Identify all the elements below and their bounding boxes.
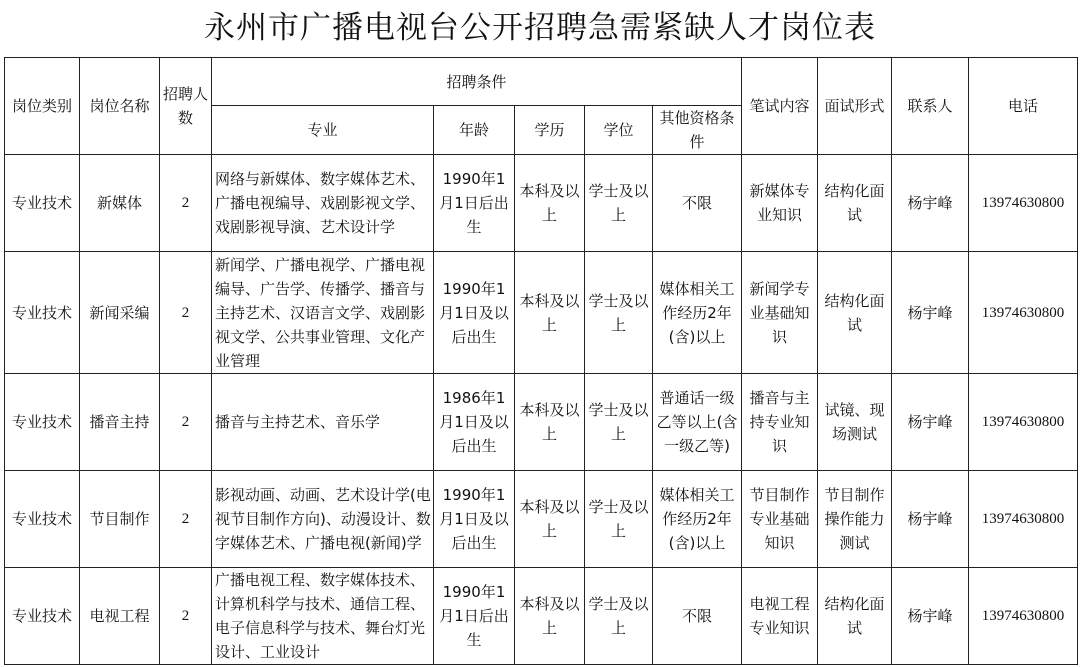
cell-written: 节目制作专业基础知识: [742, 471, 818, 568]
cell-degree: 学士及以上: [585, 155, 653, 252]
cell-major: 新闻学、广播电视学、广播电视编导、广告学、传播学、播音与主持艺术、汉语言文学、戏剧影视文学、公共事业管理、文化产业管理: [212, 252, 434, 374]
cell-category: 专业技术: [5, 568, 80, 665]
cell-count: 2: [160, 155, 212, 252]
cell-major: 影视动画、动画、艺术设计学(电视节目制作方向)、动漫设计、数字媒体艺术、广播电视(新闻)学: [212, 471, 434, 568]
cell-major: 网络与新媒体、数字媒体艺术、广播电视编导、戏剧影视文学、戏剧影视导演、艺术设计学: [212, 155, 434, 252]
header-age: 年龄: [434, 106, 515, 155]
cell-other: 不限: [653, 155, 742, 252]
cell-age: 1986年1月1日及以后出生: [434, 374, 515, 471]
cell-position: 新媒体: [80, 155, 160, 252]
cell-phone: 13974630800: [969, 374, 1078, 471]
page-title: 永州市广播电视台公开招聘急需紧缺人才岗位表: [204, 10, 876, 46]
header-contact: 联系人: [892, 58, 969, 155]
cell-category: 专业技术: [5, 374, 80, 471]
cell-contact: 杨宇峰: [892, 568, 969, 665]
cell-contact: 杨宇峰: [892, 252, 969, 374]
cell-category: 专业技术: [5, 471, 80, 568]
table-row: [5, 568, 1078, 665]
cell-position: 节目制作: [80, 471, 160, 568]
cell-written: 播音与主持专业知识: [742, 374, 818, 471]
cell-count: 2: [160, 471, 212, 568]
header-degree: 学位: [585, 106, 653, 155]
cell-category: 专业技术: [5, 155, 80, 252]
cell-interview: 结构化面试: [818, 252, 892, 374]
table-row: [5, 471, 1078, 568]
table-row: [5, 155, 1078, 252]
cell-age: 1990年1月1日及以后出生: [434, 252, 515, 374]
table-body: [5, 155, 1078, 665]
header-count: 招聘人数: [160, 58, 212, 155]
cell-written: 新闻学专业基础知识: [742, 252, 818, 374]
header-conditions: 招聘条件: [212, 58, 742, 106]
cell-interview: 结构化面试: [818, 568, 892, 665]
cell-education: 本科及以上: [515, 252, 585, 374]
cell-education: 本科及以上: [515, 471, 585, 568]
header-written: 笔试内容: [742, 58, 818, 155]
cell-other: 媒体相关工作经历2年(含)以上: [653, 252, 742, 374]
header-position: 岗位名称: [80, 58, 160, 155]
header-phone: 电话: [969, 58, 1078, 155]
cell-contact: 杨宇峰: [892, 374, 969, 471]
cell-contact: 杨宇峰: [892, 471, 969, 568]
cell-education: 本科及以上: [515, 568, 585, 665]
cell-other: 不限: [653, 568, 742, 665]
header-other: 其他资格条件: [653, 106, 742, 155]
header-education: 学历: [515, 106, 585, 155]
table-row: [5, 374, 1078, 471]
table-header: [5, 58, 1078, 155]
cell-category: 专业技术: [5, 252, 80, 374]
header-major: 专业: [212, 106, 434, 155]
header-category: 岗位类别: [5, 58, 80, 155]
cell-education: 本科及以上: [515, 374, 585, 471]
cell-contact: 杨宇峰: [892, 155, 969, 252]
cell-age: 1990年1月1日后出生: [434, 568, 515, 665]
cell-major: 广播电视工程、数字媒体技术、计算机科学与技术、通信工程、电子信息科学与技术、舞台灯光设计、工业设计: [212, 568, 434, 665]
cell-interview: 结构化面试: [818, 155, 892, 252]
cell-written: 电视工程专业知识: [742, 568, 818, 665]
cell-degree: 学士及以上: [585, 374, 653, 471]
cell-interview: 试镜、现场测试: [818, 374, 892, 471]
cell-other: 媒体相关工作经历2年(含)以上: [653, 471, 742, 568]
cell-written: 新媒体专业知识: [742, 155, 818, 252]
cell-position: 新闻采编: [80, 252, 160, 374]
cell-age: 1990年1月1日及以后出生: [434, 471, 515, 568]
cell-position: 播音主持: [80, 374, 160, 471]
cell-phone: 13974630800: [969, 471, 1078, 568]
cell-count: 2: [160, 568, 212, 665]
cell-phone: 13974630800: [969, 568, 1078, 665]
cell-major: 播音与主持艺术、音乐学: [212, 374, 434, 471]
table-row: [5, 252, 1078, 374]
cell-degree: 学士及以上: [585, 252, 653, 374]
cell-degree: 学士及以上: [585, 568, 653, 665]
header-interview: 面试形式: [818, 58, 892, 155]
cell-interview: 节目制作操作能力测试: [818, 471, 892, 568]
cell-phone: 13974630800: [969, 155, 1078, 252]
recruitment-table: [4, 57, 1078, 665]
cell-age: 1990年1月1日后出生: [434, 155, 515, 252]
cell-count: 2: [160, 252, 212, 374]
cell-degree: 学士及以上: [585, 471, 653, 568]
cell-count: 2: [160, 374, 212, 471]
cell-other: 普通话一级乙等以上(含一级乙等): [653, 374, 742, 471]
cell-position: 电视工程: [80, 568, 160, 665]
cell-phone: 13974630800: [969, 252, 1078, 374]
cell-education: 本科及以上: [515, 155, 585, 252]
